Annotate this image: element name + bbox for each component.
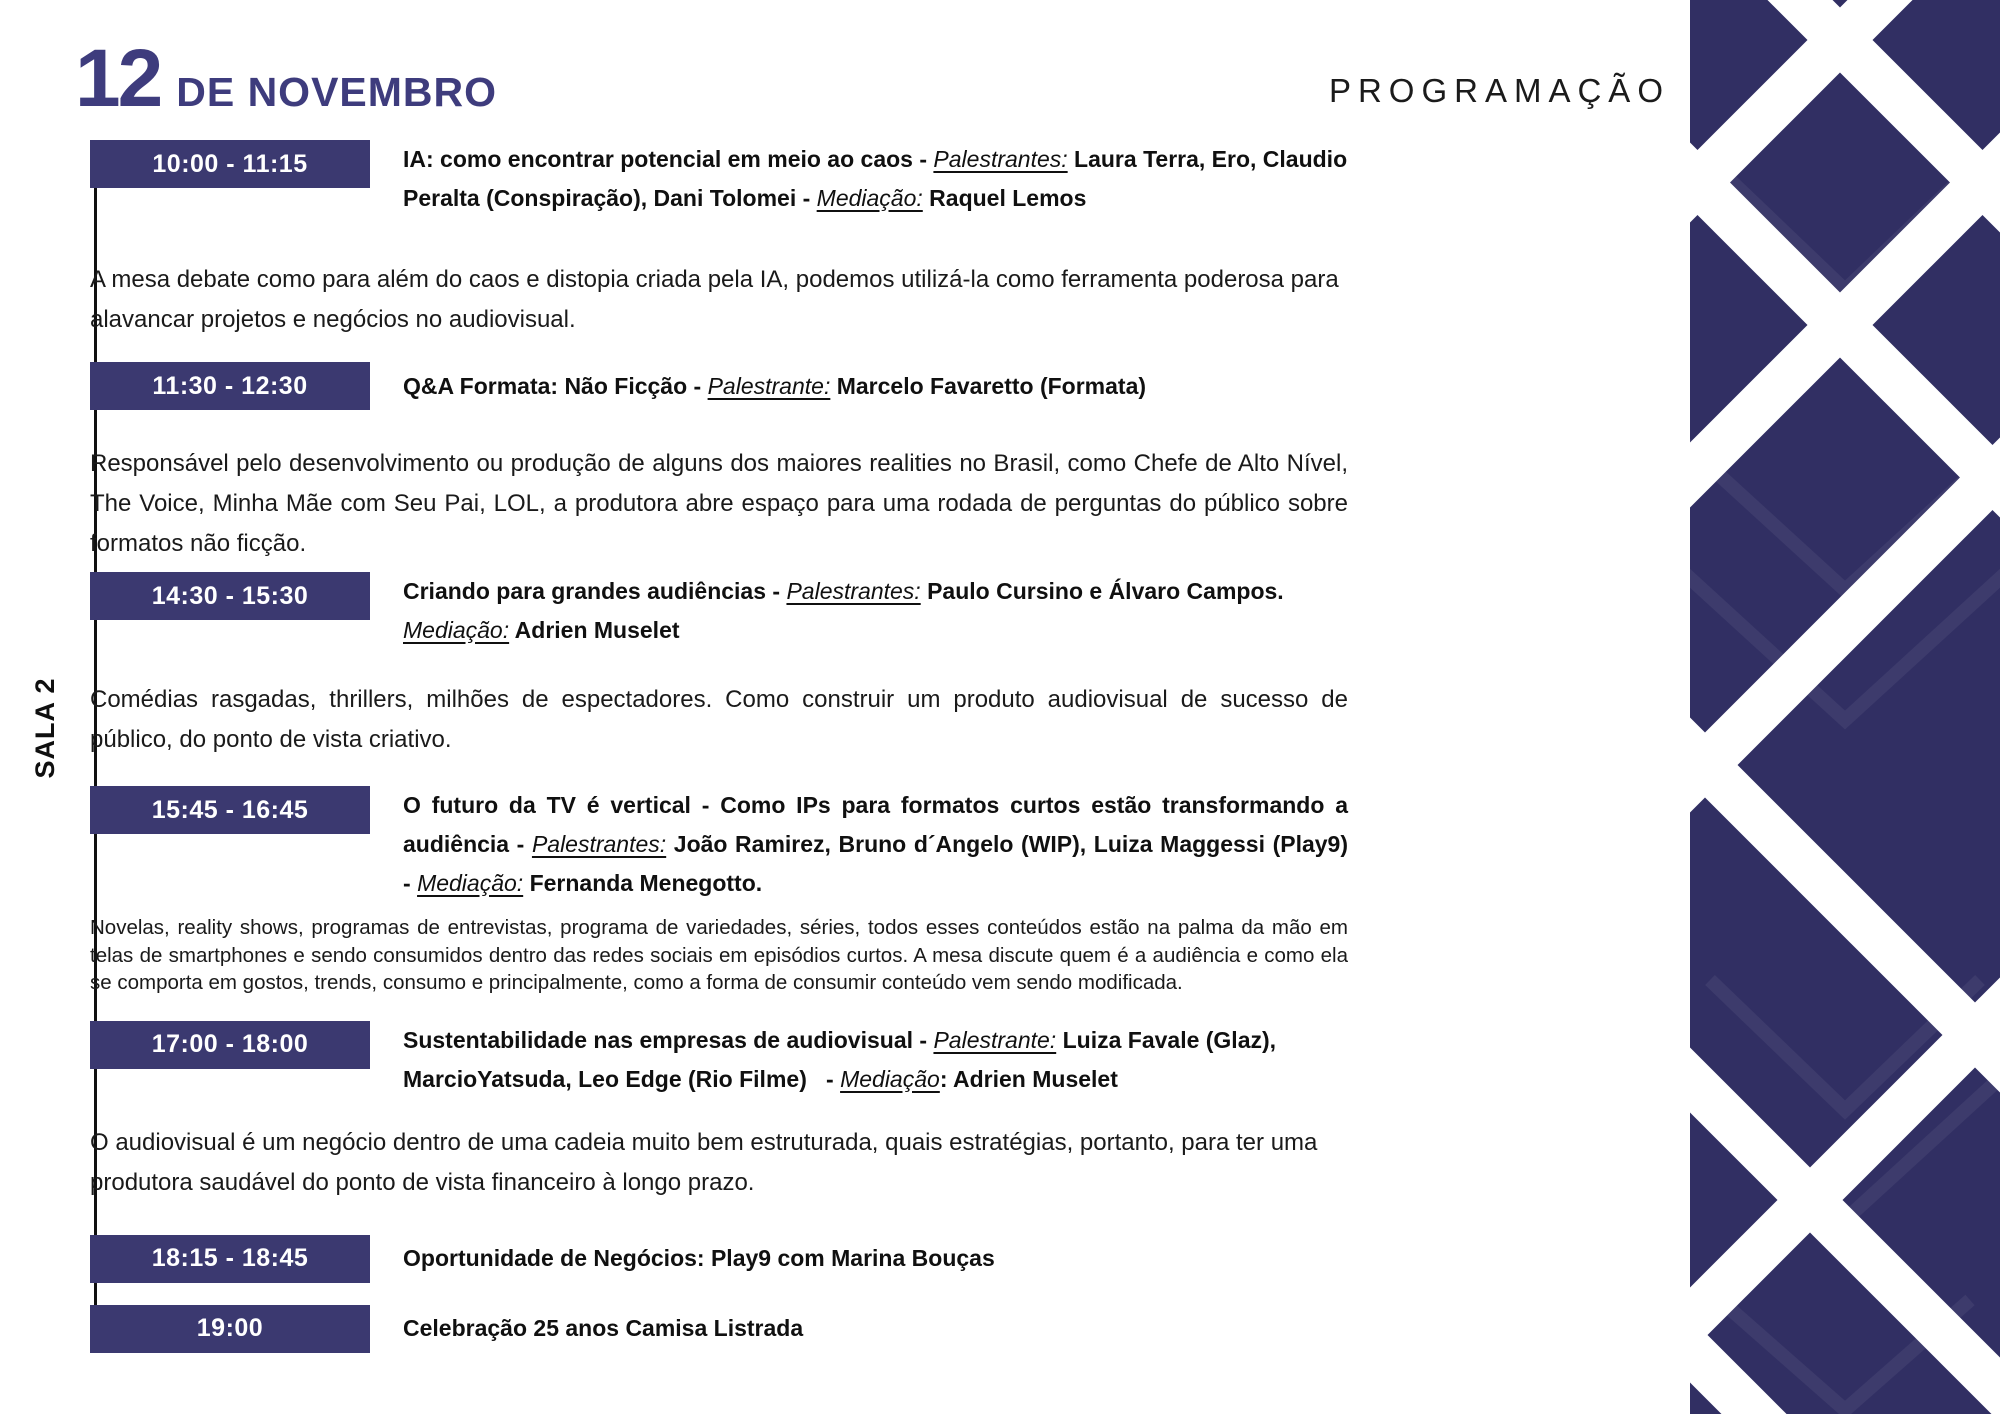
title-run: Paulo Cursino e Álvaro Campos. [920, 578, 1284, 604]
time-badge: 15:45 - 16:45 [90, 786, 370, 834]
session-description: Novelas, reality shows, programas de entrevistas, programa de variedades, séries, todos esses conteúdos estão na palma da mão em telas de smartphones e sendo consumidos dentro das redes sociais em episódios curtos. A mesa discute quem é a audiência e como ela se comporta em gostos, trends, consumo e principalmente, como a forma de consumir conteúdo vem sendo modificada. [90, 916, 1348, 994]
title-run: Fernanda Menegotto. [523, 870, 763, 896]
title-run: Mediação: [417, 870, 524, 896]
title-run: João Ramirez, Bruno d´Angelo (WIP), Luiza Maggessi (Play9) - [403, 831, 1348, 896]
decorative-zigzag-pattern [1690, 0, 2000, 1414]
title-run: Oportunidade de Negócios: Play9 com Marina Bouças [403, 1245, 995, 1271]
time-badge: 17:00 - 18:00 [90, 1021, 370, 1069]
title-run: Palestrantes: [531, 831, 667, 857]
title-run: Q&A Formata: Não Ficção - [403, 372, 708, 399]
session-title [403, 1309, 1348, 1348]
session-row-2 [90, 362, 1348, 410]
title-run: Sustentabilidade nas empresas de audiovisual - [403, 1026, 934, 1053]
program-label: PROGRAMAÇÃO [1328, 72, 1670, 109]
session-title [403, 1239, 1348, 1278]
schedule [90, 0, 1348, 1353]
session-row-4 [90, 786, 1348, 903]
title-run: Mediação [840, 1065, 940, 1092]
session-title [403, 1021, 1348, 1099]
session-description: Responsável pelo desenvolvimento ou produção de alguns dos maiores realities no Brasil, como Chefe de Alto Nível, The Voice, Minha Mãe com Seu Pai, LOL, a produtora abre espaço para uma rodada de perguntas do público sobre formatos não ficção. [90, 450, 1348, 557]
session-title [403, 367, 1348, 406]
title-run: Luiza Favale (Glaz), MarcioYatsuda, Leo Edge (Rio Filme) - [403, 1026, 1277, 1092]
time-badge: 18:15 - 18:45 [90, 1235, 370, 1283]
room-label: SALA 2 [30, 677, 60, 779]
session-title [403, 572, 1348, 650]
time-badge: 14:30 - 15:30 [90, 572, 370, 620]
session-row-3 [90, 572, 1348, 650]
time-badge: 11:30 - 12:30 [90, 362, 370, 410]
title-run: Mediação: [403, 617, 510, 643]
time-badge: 19:00 [90, 1305, 370, 1353]
title-run: Palestrantes: [786, 578, 921, 604]
session-row-1 [90, 140, 1348, 218]
title-run: Palestrante: [933, 1026, 1057, 1053]
session-description: A mesa debate como para além do caos e distopia criada pela IA, podemos utilizá-la como ferramenta poderosa para alavancar projetos e negócios no audiovisual. [90, 266, 1339, 333]
date-month-text: DE NOVEMBRO [176, 69, 498, 115]
date-number: 12 [75, 33, 161, 124]
time-badge: 10:00 - 11:15 [90, 140, 370, 188]
title-run: O futuro da TV é vertical - Como IPs para formatos curtos estão transformando a audiência - [403, 792, 1348, 857]
title-run: Palestrante: [707, 372, 831, 399]
session-description: Comédias rasgadas, thrillers, milhões de espectadores. Como construir um produto audiovisual de sucesso de público, do ponto de vista criativo. [90, 686, 1348, 753]
session-title [403, 786, 1348, 903]
title-run: Criando para grandes audiências - [403, 578, 787, 604]
title-run: Laura Terra, Ero, Claudio Peralta (Conspiração), Dani Tolomei - [403, 146, 1348, 211]
title-run: Palestrantes: [933, 146, 1068, 172]
title-run: Celebração 25 anos Camisa Listrada [403, 1315, 804, 1341]
session-description: O audiovisual é um negócio dentro de uma cadeia muito bem estruturada, quais estratégias, portanto, para ter uma produtora saudável do ponto de vista financeiro à longo prazo. [90, 1128, 1318, 1196]
title-run: Adrien Muselet [509, 617, 680, 643]
title-run: Mediação: [816, 185, 923, 211]
session-row-6 [90, 1235, 1348, 1283]
title-run: Marcelo Favaretto (Formata) [830, 372, 1147, 399]
session-row-5 [90, 1021, 1348, 1099]
title-run: Raquel Lemos [922, 185, 1087, 211]
session-row-7 [90, 1305, 1348, 1353]
title-run: IA: como encontrar potencial em meio ao caos - [403, 146, 934, 172]
session-title [403, 140, 1348, 218]
title-run: : Adrien Muselet [939, 1065, 1118, 1092]
